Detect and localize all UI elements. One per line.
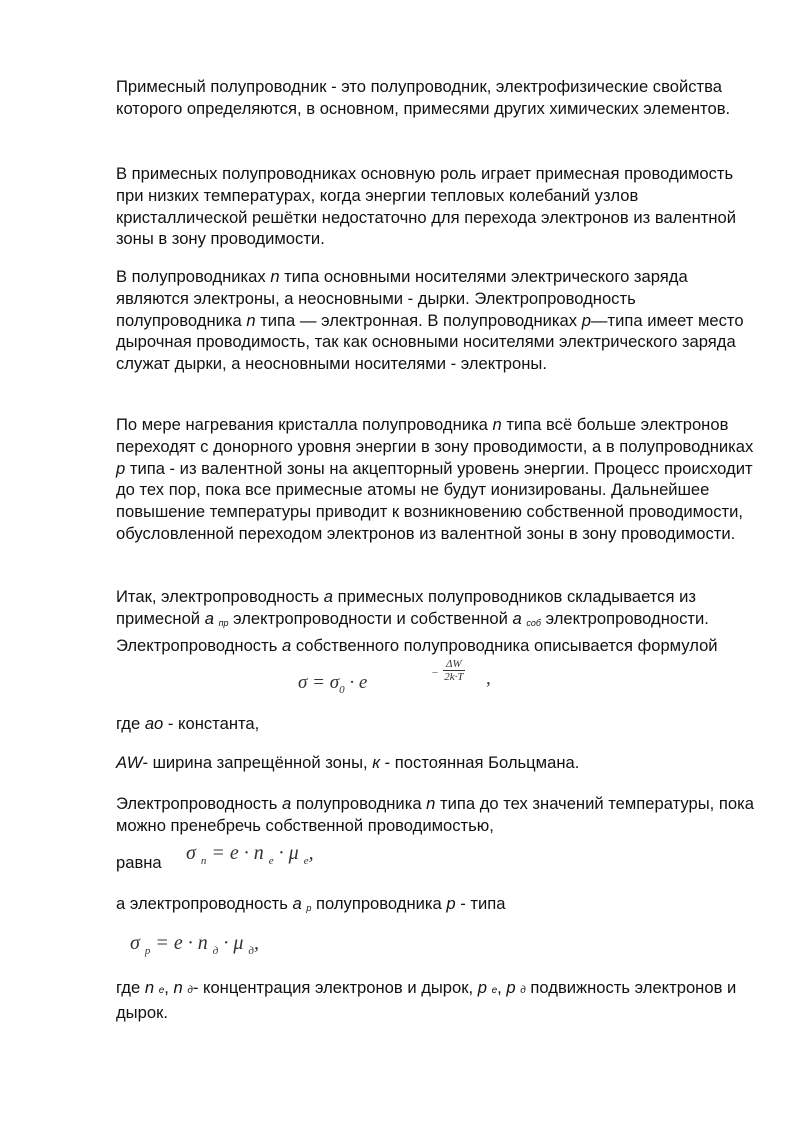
symbol-n: n	[426, 794, 436, 813]
symbol-p: p	[477, 978, 487, 997]
formula-text: ,	[486, 668, 491, 689]
symbol-n: n	[246, 310, 256, 330]
symbol-sigma: а	[281, 794, 292, 813]
formula-p-type	[130, 933, 259, 963]
subscript-e: e	[491, 985, 498, 996]
symbol-sigma0: ао	[144, 714, 164, 733]
text-run: - типа	[455, 894, 506, 913]
paragraph-n-p-types	[116, 266, 756, 375]
exponent-minus: −	[431, 667, 439, 679]
text-run: где	[116, 714, 145, 733]
paragraph-equals: равна	[116, 853, 162, 872]
formula-text: · μ	[273, 842, 299, 864]
formula-n-type	[186, 843, 314, 873]
symbol-sigma: а	[512, 608, 522, 628]
subscript-p: р	[306, 903, 312, 913]
symbol-n: n	[270, 267, 280, 286]
text-run: типа - из валентной зоны на акцепторный уровень энергии. Процесс происходит до тех пор, пока все примесные атомы не будут ионизированы. Дальнейшее повышение температуры приводит к возникновению собственной проводимости, обусловленной переходом электронов из валентной зоны в зону проводимости.	[116, 458, 753, 543]
symbol-sigma: а	[204, 608, 214, 628]
paragraph-band-gap	[116, 752, 756, 774]
subscript-sob: соб	[526, 617, 541, 628]
text-run: типа основными носителями электрического заряда являются электроны, а неосновными - дырки. Электропроводность полупроводника	[116, 267, 688, 330]
text-run: Итак, электропроводность	[116, 587, 324, 606]
text-run: подвижность электронов и дырок.	[116, 978, 737, 1022]
text-run: - постоянная Больцмана.	[380, 753, 580, 772]
text-run: - константа,	[163, 714, 260, 733]
formula-text: ,	[253, 932, 259, 954]
formula-text: σ = σ	[298, 672, 340, 693]
paragraph-impurity-conductivity: В примесных полупроводниках основную роль играет примесная проводимость при низких температурах, когда энергии тепловых колебаний узлов кристаллической решётки недостаточно для перехода электронов из валентной зоны в зону проводимости.	[116, 164, 737, 249]
text-run: типа до тех значений температуры, пока можно пренебречь собственной проводимостью,	[116, 794, 754, 835]
formula-intrinsic-conductivity	[298, 658, 491, 702]
subscript-d: д	[520, 985, 526, 996]
exponent-denominator: 2k·T	[444, 671, 464, 683]
text-run: - концентрация электронов и дырок,	[192, 978, 478, 997]
text-run: электропроводности и собственной	[228, 608, 513, 628]
symbol-sigma: а	[281, 635, 292, 655]
symbol-n: n	[492, 415, 502, 434]
symbol-delta-w: AW	[116, 753, 143, 772]
formula-subscript: n	[200, 855, 207, 867]
paragraph-n-type-conductivity	[116, 793, 756, 837]
symbol-p: p	[116, 458, 126, 478]
text-run: ,	[497, 978, 507, 997]
text-run: - ширина запрещённой зоны,	[142, 753, 373, 772]
formula-subscript: p	[144, 945, 151, 957]
text-run: Электропроводность	[116, 794, 282, 813]
formula-text: σ	[130, 932, 140, 954]
text-run: По мере нагревания кристалла полупроводника	[116, 415, 493, 434]
text-run: В полупроводниках	[116, 267, 271, 286]
text-run: примесных полупроводников складывается из примесной	[116, 587, 696, 628]
paragraph-constant	[116, 713, 756, 735]
formula-text: e	[358, 672, 368, 693]
formula-text: = e · n	[150, 932, 208, 954]
formula-text: ,	[308, 842, 314, 864]
symbol-p: p	[581, 310, 591, 330]
text-run: электропроводности. Электропроводность	[116, 608, 709, 655]
formula-text: · μ	[218, 932, 244, 954]
symbol-n: n	[144, 978, 155, 997]
formula-subscript: 0	[339, 684, 345, 696]
text-run: ,	[164, 978, 174, 997]
text-run: полупроводника	[311, 894, 447, 913]
text-run: собственного полупроводника описывается формулой	[291, 635, 718, 655]
formula-text: ·	[344, 672, 359, 693]
paragraph-conductivity-sum	[116, 586, 756, 656]
text-run: полупроводника	[291, 794, 427, 813]
symbol-sigma: а	[292, 894, 302, 913]
formula-text: = e · n	[206, 842, 264, 864]
text-run: а электропроводность	[116, 894, 293, 913]
text-run: типа — электронная. В полупроводниках	[255, 310, 582, 330]
paragraph-definition: Примесный полупроводник - это полупроводник, электрофизические свойства которого определяются, в основном, примесями других химических элементов.	[116, 77, 731, 118]
exponent-numerator: ΔW	[443, 658, 465, 671]
subscript-d: д	[187, 985, 193, 996]
symbol-k: к	[372, 753, 381, 772]
formula-subscript: д	[248, 945, 254, 957]
formula-subscript: e	[268, 855, 274, 867]
formula-subscript: e	[303, 855, 309, 867]
paragraph-concentration-mobility	[116, 977, 756, 1024]
symbol-p: p	[506, 978, 516, 997]
symbol-p: р	[446, 894, 456, 913]
paragraph-heating	[116, 414, 756, 545]
text-run: —типа имеет место дырочная проводимость, так как основными носителями электрического заряда служат дырки, а неосновными носителями - электроны.	[116, 310, 744, 374]
subscript-e: e	[158, 985, 165, 996]
paragraph-p-type-conductivity	[116, 893, 756, 920]
symbol-sigma: а	[323, 587, 333, 606]
symbol-n: n	[173, 978, 183, 997]
formula-subscript: д	[212, 945, 219, 957]
text-run: типа всё больше электронов переходят с донорного уровня энергии в зону проводимости, а в полупроводниках	[116, 415, 754, 456]
subscript-pr: пр	[218, 617, 229, 628]
text-run: где	[116, 978, 145, 997]
formula-exponent	[431, 658, 465, 683]
formula-text: σ	[186, 842, 196, 864]
